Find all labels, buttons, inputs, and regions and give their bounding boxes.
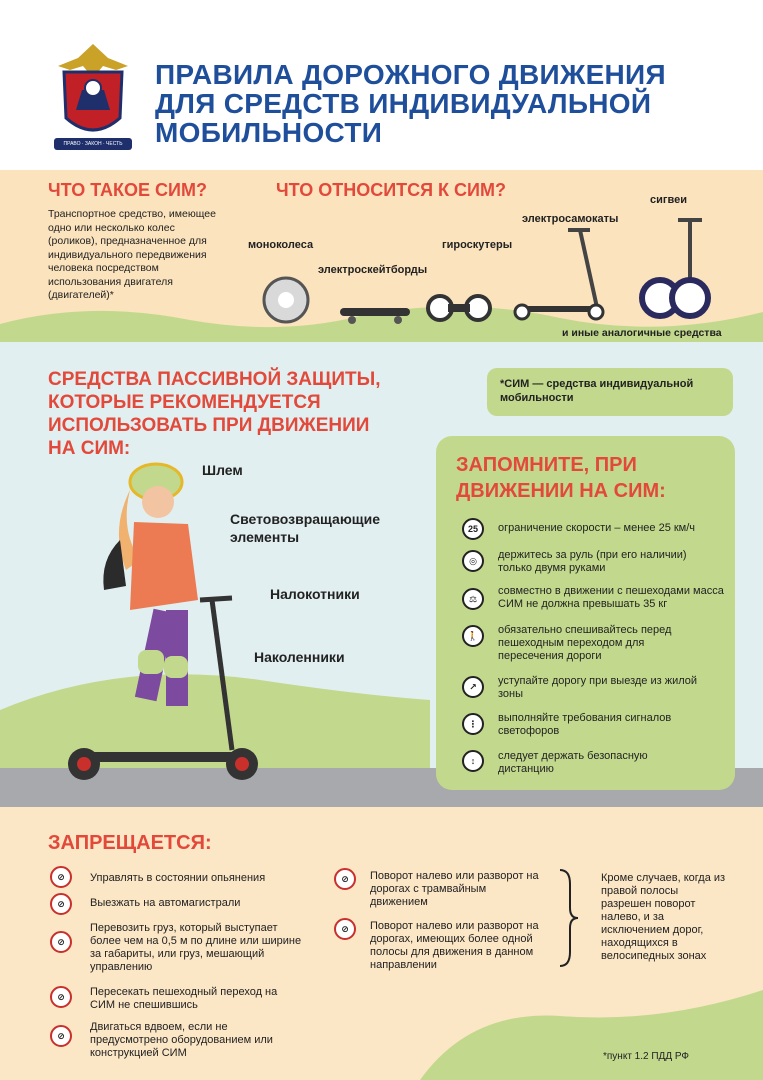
label-reflective: Световозвращающие элементы	[230, 511, 380, 545]
remember-heading	[456, 452, 666, 504]
hoverboard-icon	[428, 296, 490, 320]
protection-heading-line-1: СРЕДСТВА ПАССИВНОЙ ЗАЩИТЫ,	[48, 369, 381, 390]
no-left-turn-multilane-icon: ⊘	[334, 918, 356, 940]
rule-speed: ограничение скорости – менее 25 км/ч	[498, 522, 696, 534]
speed-limit-25-icon: 25	[462, 518, 484, 540]
title-line-1: ПРАВИЛА ДОРОЖНОГО ДВИЖЕНИЯ	[155, 59, 666, 90]
protection-heading-line-4: НА СИМ:	[48, 438, 131, 459]
emblem-ribbon-text: ПРАВО · ЗАКОН · ЧЕСТЬ	[63, 141, 123, 147]
ban-double: Двигаться вдвоем, если не предусмотрено оборудованием или конструкцией СИМ	[90, 1021, 273, 1059]
exception-text: Кроме случаев, когда из правой полосы разрешен поворот налево, и за исключением дорог, находящихся в велосипедных зонах	[601, 872, 726, 962]
belongs-heading: ЧТО ОТНОСИТСЯ К СИМ?	[276, 180, 506, 200]
what-is-heading: ЧТО ТАКОЕ СИМ?	[48, 180, 207, 200]
rule-weight: совместно в движении с пешеходами масса СИМ не должна превышать 35 кг	[498, 585, 724, 610]
brace	[556, 868, 582, 968]
ban-crosswalk: Пересекать пешеходный переход на СИМ не спешившись	[90, 986, 278, 1011]
no-alcohol-icon: ⊘	[50, 866, 72, 888]
protection-heading-line-2: КОТОРЫЕ РЕКОМЕНДУЕТСЯ	[48, 392, 321, 413]
vehicle-label-monowheel: моноколеса	[248, 239, 314, 251]
no-riding-crosswalk-icon: ⊘	[50, 986, 72, 1008]
forbidden-heading: ЗАПРЕЩАЕТСЯ:	[48, 832, 212, 854]
label-elbow-pads: Налокотники	[270, 586, 360, 602]
distance-icon: ↕	[462, 750, 484, 772]
remember-heading-line-1: ЗАПОМНИТЕ, ПРИ	[456, 454, 637, 476]
protection-heading-line-3: ИСПОЛЬЗОВАТЬ ПРИ ДВИЖЕНИИ	[48, 415, 370, 436]
ban-cargo: Перевозить груз, который выступает более чем на 0,5 м по длине или ширине за габариты, или груз, мешающий управлению	[90, 922, 302, 973]
no-double-riding-icon: ⊘	[50, 1025, 72, 1047]
give-way-icon: ↗	[462, 676, 484, 698]
escooter-icon	[515, 230, 603, 319]
what-is-text: Транспортное средство, имеющее одно или несколько колес (роликов), предназначенное для индивидуального передвижения человека посредством использования двигателя (двигателей)*	[48, 208, 216, 301]
protection-heading	[48, 368, 428, 460]
vehicle-label-other: и иные аналогичные средства	[562, 327, 722, 339]
vehicle-label-hoverboard: гироскутеры	[442, 239, 513, 251]
vehicle-label-escooter: электросамокаты	[522, 213, 619, 225]
vehicle-label-segway: сигвеи	[650, 194, 687, 206]
ban-left-turn-multilane: Поворот налево или разворот на дорогах, имеющих более одной полосы для движения в данном направлении	[370, 920, 539, 971]
knee-pad-icon	[138, 650, 164, 674]
footnote-box-text: *СИМ — средства индивидуальной мобильности	[500, 378, 694, 404]
rule-signals: выполняйте требования сигналов светофоров	[498, 712, 672, 737]
no-left-turn-tram-icon: ⊘	[334, 868, 356, 890]
ban-left-turn-tram: Поворот налево или разворот на дорогах с трамвайным движением	[370, 870, 539, 908]
police-emblem	[48, 38, 138, 156]
rule-dismount: обязательно спешивайтесь перед пешеходным переходом для пересечения дороги	[498, 624, 672, 662]
label-helmet: Шлем	[202, 462, 243, 478]
pedestrian-crossing-icon: 🚶	[462, 625, 484, 647]
page-title	[155, 60, 745, 147]
weight-icon: ⚖	[462, 588, 484, 610]
no-highway-icon: ⊘	[50, 893, 72, 915]
vehicle-label-skateboard: электроскейтборды	[318, 264, 428, 276]
rule-give-way: уступайте дорогу при выезде из жилой зоны	[498, 675, 698, 700]
rule-hands: держитесь за руль (при его наличии) только двумя руками	[498, 549, 687, 574]
label-knee-pads: Наколенники	[254, 649, 345, 665]
rule-distance: следует держать безопасную дистанцию	[498, 750, 648, 775]
skateboard-icon	[340, 308, 410, 324]
monowheel-icon	[264, 278, 308, 322]
steering-wheel-icon: ◎	[462, 550, 484, 572]
rider-illustration	[60, 460, 280, 790]
title-line-2: ДЛЯ СРЕДСТВ ИНДИВИДУАЛЬНОЙ	[155, 88, 652, 119]
source-note: *пункт 1.2 ПДД РФ	[603, 1051, 690, 1062]
ban-drunk: Управлять в состоянии опьянения	[90, 872, 266, 884]
ban-highway: Выезжать на автомагистрали	[90, 897, 241, 909]
segway-icon	[642, 220, 708, 316]
no-cargo-icon: ⊘	[50, 931, 72, 953]
title-line-3: МОБИЛЬНОСТИ	[155, 117, 383, 148]
traffic-light-icon: ⋮	[462, 713, 484, 735]
vehicles-illustration	[250, 210, 730, 325]
remember-heading-line-2: ДВИЖЕНИИ НА СИМ:	[456, 480, 666, 502]
